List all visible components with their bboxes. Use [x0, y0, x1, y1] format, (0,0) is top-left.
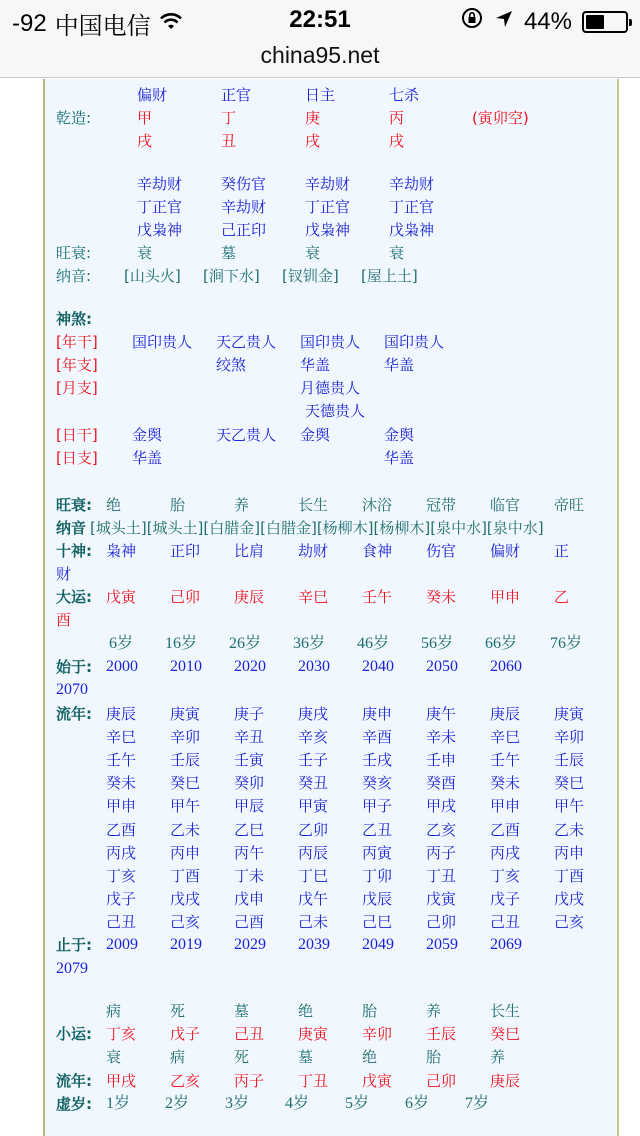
liunian-cell: 己亥: [554, 912, 585, 931]
hidden-stem: 辛劫财: [305, 175, 351, 193]
bazi-panel: [43, 79, 619, 1136]
liunian-cell: 甲午: [170, 797, 201, 816]
shishen: 正: [554, 542, 570, 560]
liunian-cell: 癸卯: [234, 774, 265, 793]
hidden-stem: 辛劫财: [221, 198, 267, 216]
liunian-cell: 丁亥: [106, 866, 137, 885]
liunian-cell: 壬申: [426, 751, 457, 770]
liunian-label: 流年:: [56, 705, 92, 723]
liunian-cell: 甲申: [106, 797, 137, 816]
liunian-cell: 己丑: [106, 912, 137, 931]
location-arrow-icon: [494, 8, 514, 36]
shishen: 比肩: [234, 542, 265, 560]
dayun-nayin-label: 纳音: [56, 519, 87, 537]
liunian-cell: 庚午: [426, 705, 457, 723]
battery-percent: 44%: [523, 7, 572, 35]
liunian-cell: 辛酉: [362, 728, 393, 747]
orientation-lock-icon: [460, 6, 484, 37]
liunian-cell: 庚戌: [298, 705, 329, 723]
shensha-item: 华盖: [384, 356, 415, 374]
liunian-cell: 甲辰: [234, 797, 265, 816]
liunian-cell: 甲申: [490, 797, 521, 816]
liunian-cell: 戊戌: [170, 889, 201, 908]
dayun-age: 16岁: [165, 635, 198, 652]
xiaoyun-pillar: 己丑: [234, 1025, 265, 1043]
liunian-cell: 己巳: [362, 912, 393, 931]
xusui-label: 虚岁:: [56, 1095, 92, 1113]
signal-strength: -92: [12, 9, 47, 37]
start-year: 2030: [298, 658, 330, 675]
dayun-age: 76岁: [550, 635, 583, 652]
wangshuai-value: 衰: [389, 244, 405, 262]
dayun-label: 大运:: [56, 588, 92, 606]
dayun-pillar: 辛巳: [298, 588, 329, 606]
shensha-row-label: [年干]: [56, 333, 98, 351]
hidden-stem: 己正印: [221, 221, 267, 239]
liunian-cell: 庚寅: [170, 705, 201, 723]
liunian-cell: 辛巳: [490, 728, 521, 747]
liunian-cell: 壬辰: [554, 751, 585, 770]
start-year: 2020: [234, 658, 266, 675]
liunian-cell: 乙丑: [362, 820, 393, 839]
start-year: 2040: [362, 658, 394, 675]
liunian-cell: 丙午: [234, 843, 265, 862]
xiaoyun-mid-state: 墓: [298, 1048, 314, 1066]
end-year: 2049: [362, 936, 394, 953]
xiaoyun-liunian: 丁丑: [298, 1072, 329, 1090]
liunian-cell: 辛未: [426, 728, 457, 747]
url-domain: china95.net: [260, 42, 380, 68]
liunian-cell: 壬午: [106, 751, 137, 770]
xiaoyun-state: 墓: [234, 1002, 250, 1020]
liunian-cell: 乙未: [170, 820, 201, 839]
hidden-stem: 戊枭神: [389, 221, 435, 239]
liunian-cell: 癸巳: [170, 774, 201, 793]
liunian-cell: 甲子: [362, 797, 393, 816]
dayun-pillar: 壬午: [362, 588, 393, 606]
dayun-pillar: 乙: [554, 588, 570, 606]
shishen: 偏财: [490, 542, 521, 560]
dayun-pillar: 己卯: [170, 588, 201, 606]
dayun-wrap: 酉: [56, 611, 72, 629]
dayun-wangshuai: 养: [234, 496, 250, 514]
end-year: 2009: [106, 936, 138, 953]
hidden-stem: 辛劫财: [389, 175, 435, 193]
xiaoyun-pillar: 辛卯: [362, 1025, 393, 1043]
dayun-age: 6岁: [109, 635, 134, 652]
nayin-value: [涧下水]: [203, 267, 260, 285]
hidden-stem: 戊枭神: [137, 221, 183, 239]
ten-god-year: 偏财: [137, 86, 168, 104]
liunian-cell: 丁酉: [554, 866, 585, 885]
dayun-pillar: 戊寅: [106, 588, 137, 606]
shensha-item: 华盖: [384, 449, 415, 467]
stem-hour: 丙: [389, 109, 405, 127]
dayun-nayin: [城头土][城头土][白腊金][白腊金][杨柳木][杨柳木][泉中水][泉中水]: [90, 519, 544, 537]
hidden-stem: 丁正官: [305, 198, 351, 216]
liunian-cell: 乙酉: [106, 820, 137, 839]
shensha-item: 华盖: [132, 449, 163, 467]
nayin-label: 纳音:: [56, 267, 92, 285]
dayun-pillar: 庚辰: [234, 588, 265, 606]
liunian-cell: 壬子: [298, 751, 329, 770]
liunian-cell: 丁丑: [426, 866, 457, 885]
dayun-age: 36岁: [293, 635, 326, 652]
liunian-cell: 癸未: [106, 774, 137, 793]
start-year: 2010: [170, 658, 202, 675]
xusui-age: 4岁: [285, 1095, 310, 1112]
shensha-item: 金舆: [300, 426, 331, 444]
end-year-wrap: 2079: [56, 960, 88, 977]
liunian-cell: 戊午: [298, 889, 329, 908]
shishen-label: 十神:: [56, 542, 92, 560]
end-year: 2029: [234, 936, 266, 953]
dayun-pillar: 癸未: [426, 588, 457, 606]
liunian-cell: 甲午: [554, 797, 585, 816]
shensha-item: 国印贵人: [384, 333, 445, 351]
end-label: 止于:: [56, 936, 92, 954]
shishen-wrap: 财: [56, 565, 72, 583]
shensha-item: 华盖: [300, 356, 331, 374]
hidden-stem: 丁正官: [389, 198, 435, 216]
wangshuai-value: 墓: [221, 244, 237, 262]
shensha-row-label: [年支]: [56, 356, 98, 374]
shensha-item: 天乙贵人: [216, 333, 277, 351]
liunian-cell: 戊辰: [362, 889, 393, 908]
xiaoyun-mid-state: 衰: [106, 1048, 122, 1066]
liunian-cell: 丁卯: [362, 866, 393, 885]
liunian-cell: 丙申: [170, 843, 201, 862]
xiaoyun-pillar: 丁亥: [106, 1025, 137, 1043]
liunian-cell: 乙巳: [234, 820, 265, 839]
nayin-value: [屋上土]: [361, 267, 418, 285]
start-year: 2000: [106, 658, 138, 675]
xiaoyun-mid-state: 胎: [426, 1048, 442, 1066]
liunian-cell: 甲寅: [298, 797, 329, 816]
xiaoyun-state: 病: [106, 1002, 122, 1020]
liunian-cell: 戊申: [234, 889, 265, 908]
dayun-wangshuai: 临官: [490, 496, 521, 514]
start-year: 2050: [426, 658, 458, 675]
shensha-title: 神煞:: [56, 310, 92, 328]
shensha-item: 国印贵人: [132, 333, 193, 351]
xusui-age: 2岁: [165, 1095, 190, 1112]
url-bar[interactable]: [0, 40, 640, 78]
xiaoyun-mid-state: 养: [490, 1048, 506, 1066]
start-year-wrap: 2070: [56, 681, 88, 698]
shensha-row-label: [日支]: [56, 449, 98, 467]
dayun-age: 56岁: [421, 635, 454, 652]
wangshuai-label: 旺衰:: [56, 244, 92, 262]
xusui-age: 3岁: [225, 1095, 250, 1112]
dayun-wangshuai: 冠带: [426, 496, 457, 514]
end-year: 2069: [490, 936, 522, 953]
liunian-cell: 辛亥: [298, 728, 329, 747]
wangshuai-value: 衰: [137, 244, 153, 262]
xiaoyun-pillar: 壬辰: [426, 1025, 457, 1043]
liunian-cell: 丙申: [554, 843, 585, 862]
liunian-cell: 戊子: [490, 889, 521, 908]
xusui-age: 5岁: [345, 1095, 370, 1112]
liunian-cell: 庚子: [234, 705, 265, 723]
dayun-age: 26岁: [229, 635, 262, 652]
xiaoyun-pillar: 庚寅: [298, 1025, 329, 1043]
shensha-item: 月德贵人: [300, 379, 361, 397]
liunian-cell: 丁巳: [298, 866, 329, 885]
xiaoyun-state: 死: [170, 1002, 186, 1020]
liunian-cell: 己亥: [170, 912, 201, 931]
liunian-cell: 乙未: [554, 820, 585, 839]
liunian-cell: 辛丑: [234, 728, 265, 747]
liunian-cell: 癸未: [490, 774, 521, 793]
shensha-item: 金舆: [132, 426, 163, 444]
dayun-wangshuai-label: 旺衰:: [56, 496, 92, 514]
end-year: 2019: [170, 936, 202, 953]
liunian-cell: 甲戌: [426, 797, 457, 816]
dayun-wangshuai: 长生: [298, 496, 329, 514]
liunian-cell: 丁亥: [490, 866, 521, 885]
liunian-cell: 己丑: [490, 912, 521, 931]
liunian-cell: 庚申: [362, 705, 393, 723]
stem-year: 甲: [137, 109, 153, 127]
liunian-cell: 壬戌: [362, 751, 393, 770]
liunian-cell: 壬午: [490, 751, 521, 770]
shishen: 正印: [170, 542, 201, 560]
xiaoyun-mid-state: 绝: [362, 1048, 378, 1066]
shensha-row-label: [日干]: [56, 426, 98, 444]
xiaoyun-state: 养: [426, 1002, 442, 1020]
branch-year: 戌: [137, 132, 153, 150]
xiaoyun-state: 胎: [362, 1002, 378, 1020]
xiaoyun-state: 长生: [490, 1002, 521, 1020]
dayun-wangshuai: 沐浴: [362, 496, 393, 514]
liunian-cell: 丙辰: [298, 843, 329, 862]
branch-month: 丑: [221, 132, 237, 150]
liunian-cell: 丙子: [426, 843, 457, 862]
liunian-cell: 乙酉: [490, 820, 521, 839]
xiaoyun-liunian: 甲戌: [106, 1072, 137, 1090]
shishen: 枭神: [106, 542, 137, 560]
liunian-cell: 庚寅: [554, 705, 585, 723]
shensha-item: 国印贵人: [300, 333, 361, 351]
liunian-cell: 戊子: [106, 889, 137, 908]
status-bar: [0, 0, 640, 40]
ten-god-hour: 七杀: [389, 86, 420, 104]
dayun-wangshuai: 胎: [170, 496, 186, 514]
liunian-cell: 丁未: [234, 866, 265, 885]
shensha-item: 天德贵人: [305, 402, 366, 420]
stem-month: 丁: [221, 109, 237, 127]
ten-god-month: 正官: [221, 86, 252, 104]
xusui-age: 7岁: [465, 1095, 490, 1112]
nayin-value: [山头火]: [124, 267, 181, 285]
branch-day: 戌: [305, 132, 321, 150]
battery-icon: [582, 11, 628, 33]
liunian-cell: 己酉: [234, 912, 265, 931]
liunian-cell: 丙寅: [362, 843, 393, 862]
end-year: 2059: [426, 936, 458, 953]
liunian-cell: 戊寅: [426, 889, 457, 908]
hidden-stem: 辛劫财: [137, 175, 183, 193]
liunian-cell: 癸巳: [554, 774, 585, 793]
status-icons: [460, 6, 628, 37]
shensha-item: 绞煞: [216, 356, 247, 374]
hidden-stem: 癸伤官: [221, 175, 267, 193]
shishen: 食神: [362, 542, 393, 560]
qianzao-label: 乾造:: [56, 109, 92, 127]
xiaoyun-state: 绝: [298, 1002, 314, 1020]
liunian-cell: 己卯: [426, 912, 457, 931]
xiaoyun-pillar: 癸巳: [490, 1025, 521, 1043]
dayun-wangshuai: 绝: [106, 496, 122, 514]
dayun-wangshuai: 帝旺: [554, 496, 585, 514]
xiaoyun-liunian: 丙子: [234, 1072, 265, 1090]
xiaoyun-liunian-label: 流年:: [56, 1072, 92, 1090]
xiaoyun-label: 小运:: [56, 1025, 92, 1043]
start-label: 始于:: [56, 658, 92, 676]
liunian-cell: 己未: [298, 912, 329, 931]
nayin-value: [钗钏金]: [282, 267, 339, 285]
liunian-cell: 丙戌: [490, 843, 521, 862]
shensha-item: 金舆: [384, 426, 415, 444]
carrier-name: 中国电信: [54, 13, 151, 40]
xiaoyun-pillar: 戊子: [170, 1025, 201, 1043]
dayun-age: 46岁: [357, 635, 390, 652]
xiaoyun-liunian: 戊寅: [362, 1072, 393, 1090]
xiaoyun-liunian: 庚辰: [490, 1072, 521, 1090]
branch-hour: 戌: [389, 132, 405, 150]
xusui-age: 1岁: [106, 1095, 131, 1112]
shensha-row-label: [月支]: [56, 379, 98, 397]
liunian-cell: 乙卯: [298, 820, 329, 839]
liunian-cell: 丙戌: [106, 843, 137, 862]
end-year: 2039: [298, 936, 330, 953]
xiaoyun-mid-state: 死: [234, 1048, 250, 1066]
hidden-stem: 丁正官: [137, 198, 183, 216]
liunian-cell: 辛卯: [554, 728, 585, 747]
liunian-cell: 丁酉: [170, 866, 201, 885]
shensha-item: 天乙贵人: [216, 426, 277, 444]
shishen: 劫财: [298, 542, 329, 560]
clock: 22:51: [289, 6, 351, 33]
xusui-age: 6岁: [405, 1095, 430, 1112]
wangshuai-value: 衰: [305, 244, 321, 262]
ten-god-day: 日主: [305, 86, 336, 104]
liunian-cell: 癸酉: [426, 774, 457, 793]
hidden-stem: 戊枭神: [305, 221, 351, 239]
start-year: 2060: [490, 658, 522, 675]
liunian-cell: 辛巳: [106, 728, 137, 747]
xiaoyun-liunian: 乙亥: [170, 1072, 201, 1090]
kongwang: (寅卯空): [472, 109, 529, 127]
liunian-cell: 壬辰: [170, 751, 201, 770]
liunian-cell: 辛卯: [170, 728, 201, 747]
liunian-cell: 庚辰: [490, 705, 521, 723]
shishen: 伤官: [426, 542, 457, 560]
liunian-cell: 壬寅: [234, 751, 265, 770]
xiaoyun-liunian: 己卯: [426, 1072, 457, 1090]
xiaoyun-mid-state: 病: [170, 1048, 186, 1066]
liunian-cell: 癸亥: [362, 774, 393, 793]
stem-day: 庚: [305, 109, 321, 127]
dayun-age: 66岁: [485, 635, 518, 652]
liunian-cell: 庚辰: [106, 705, 137, 723]
liunian-cell: 戊戌: [554, 889, 585, 908]
dayun-pillar: 甲申: [490, 588, 521, 606]
liunian-cell: 乙亥: [426, 820, 457, 839]
liunian-cell: 癸丑: [298, 774, 329, 793]
